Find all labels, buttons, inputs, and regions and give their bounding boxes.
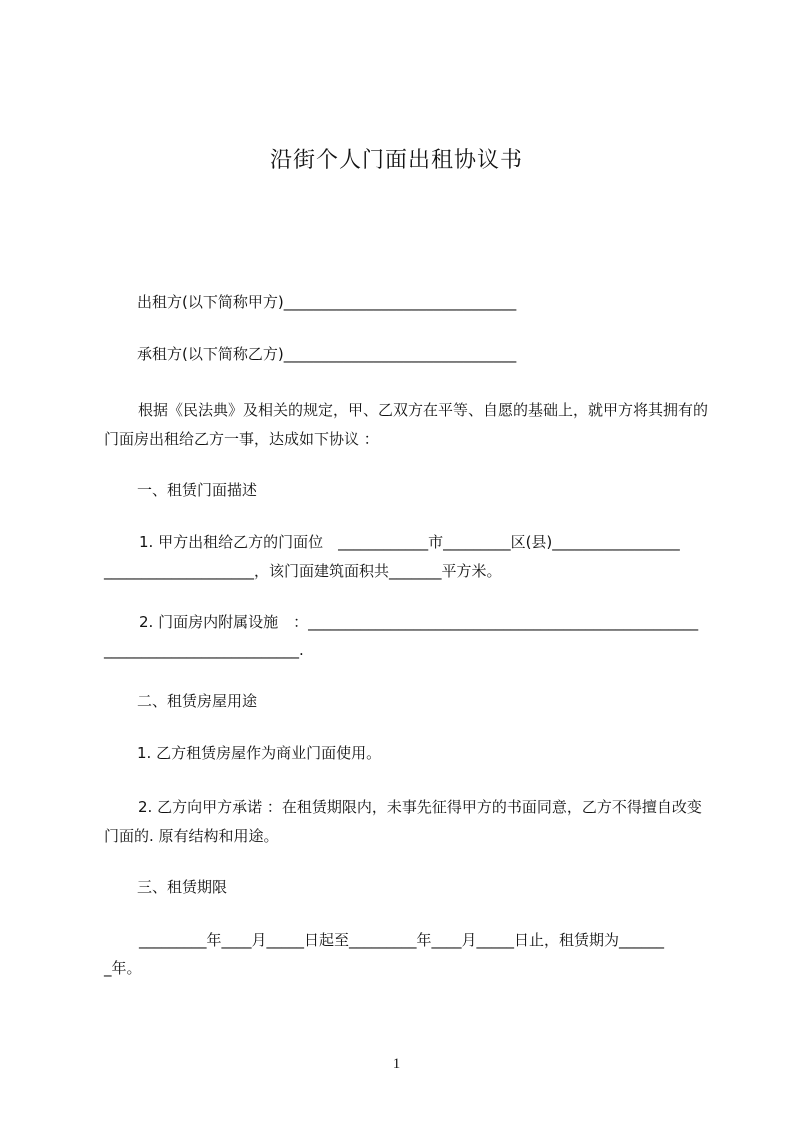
section-1-heading: 一、租赁门面描述 xyxy=(137,481,258,499)
section-3-term-line-2: _年。 xyxy=(104,959,142,977)
intro-paragraph: 根据《民法典》及相关的规定，甲、乙双方在平等、自愿的基础上，就甲方将其拥有的门面房出租给乙方一事，达成如下协议 ： xyxy=(104,401,709,448)
party-a-line: 出租方(以下简称甲方)_______________________________ xyxy=(137,293,517,311)
section-2-item-1: 1. 乙方租赁房屋作为商业门面使用。 xyxy=(137,744,382,762)
section-2-item-2: 2. 乙方向甲方承诺 ：在租赁期限内，未事先征得甲方的书面同意，乙方不得擅自改变门面的. 原有结构和用途。 xyxy=(104,798,702,845)
section-3-heading: 三、租赁期限 xyxy=(137,878,228,896)
section-2-heading: 二、租赁房屋用途 xyxy=(137,692,258,710)
page-number: 1 xyxy=(392,1056,401,1072)
party-b-line: 承租方(以下简称乙方)_______________________________ xyxy=(137,345,517,363)
section-1-item-2-line-1: 2. 门面房内附属设施 ：____________________________________________________ xyxy=(139,613,699,631)
section-1-item-1-line-2: ____________________，该门面建筑面积共_______平方米。 xyxy=(104,562,502,580)
document-title: 沿街个人门面出租协议书 xyxy=(269,148,523,173)
section-3-term-line-1: _________年____月_____日起至_________年____月_____日止，租赁期为______ xyxy=(139,931,665,949)
section-1-item-2-line-2: __________________________. xyxy=(104,641,304,659)
section-1-item-1-line-1: 1. 甲方出租给乙方的门面位 ____________市_________区(县)_________________ xyxy=(139,533,680,551)
